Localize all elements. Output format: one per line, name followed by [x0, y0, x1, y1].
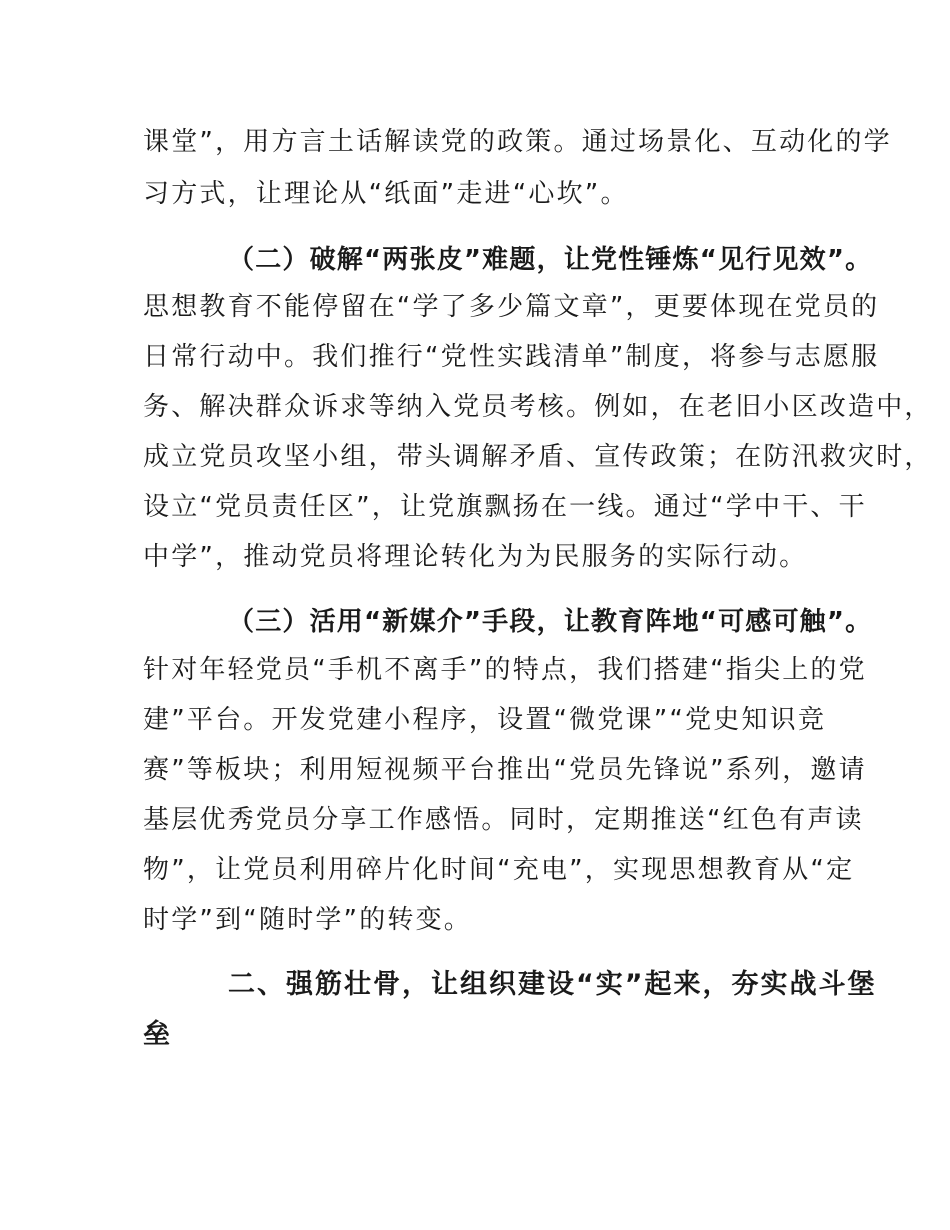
- section-title-continuation: 垒: [143, 1019, 172, 1050]
- paragraph-line: 思想教育不能停留在“学了多少篇文章”，更要体现在党员的: [143, 292, 880, 322]
- section-title: 二、强筋壮骨，让组织建设“实”起来，夯实战斗堡: [228, 969, 877, 1000]
- paragraph-line: 成立党员攻坚小组，带头调解矛盾、宣传政策；在防汛救灾时，: [143, 442, 933, 472]
- subheading-2: （二）破解“两张皮”难题，让党性锤炼“见行见效”。: [228, 245, 873, 275]
- paragraph-line: 习方式，让理论从“纸面”走进“心坎”。: [143, 179, 629, 209]
- paragraph-line: 中学”，推动党员将理论转化为为民服务的实际行动。: [143, 542, 808, 572]
- paragraph-line: 针对年轻党员“手机不离手”的特点，我们搭建“指尖上的党: [143, 655, 867, 685]
- paragraph-line: 基层优秀党员分享工作感悟。同时，定期推送“红色有声读: [143, 805, 864, 835]
- paragraph-line: 赛”等板块；利用短视频平台推出“党员先锋说”系列，邀请: [143, 755, 867, 785]
- paragraph-line: 物”，让党员利用碎片化时间“充电”，实现思想教育从“定: [143, 855, 855, 885]
- paragraph-line: 务、解决群众诉求等纳入党员考核。例如，在老旧小区改造中，: [143, 392, 933, 422]
- paragraph-line: 时学”到“随时学”的转变。: [143, 905, 473, 935]
- subheading-3: （三）活用“新媒介”手段，让教育阵地“可感可触”。: [228, 607, 873, 637]
- paragraph-line: 课堂”，用方言土话解读党的政策。通过场景化、互动化的学: [143, 127, 892, 157]
- paragraph-line: 建”平台。开发党建小程序，设置“微党课”“党史知识竞: [143, 705, 827, 735]
- paragraph-line: 日常行动中。我们推行“党性实践清单”制度，将参与志愿服: [143, 342, 880, 372]
- paragraph-line: 设立“党员责任区”，让党旗飘扬在一线。通过“学中干、干: [143, 492, 867, 522]
